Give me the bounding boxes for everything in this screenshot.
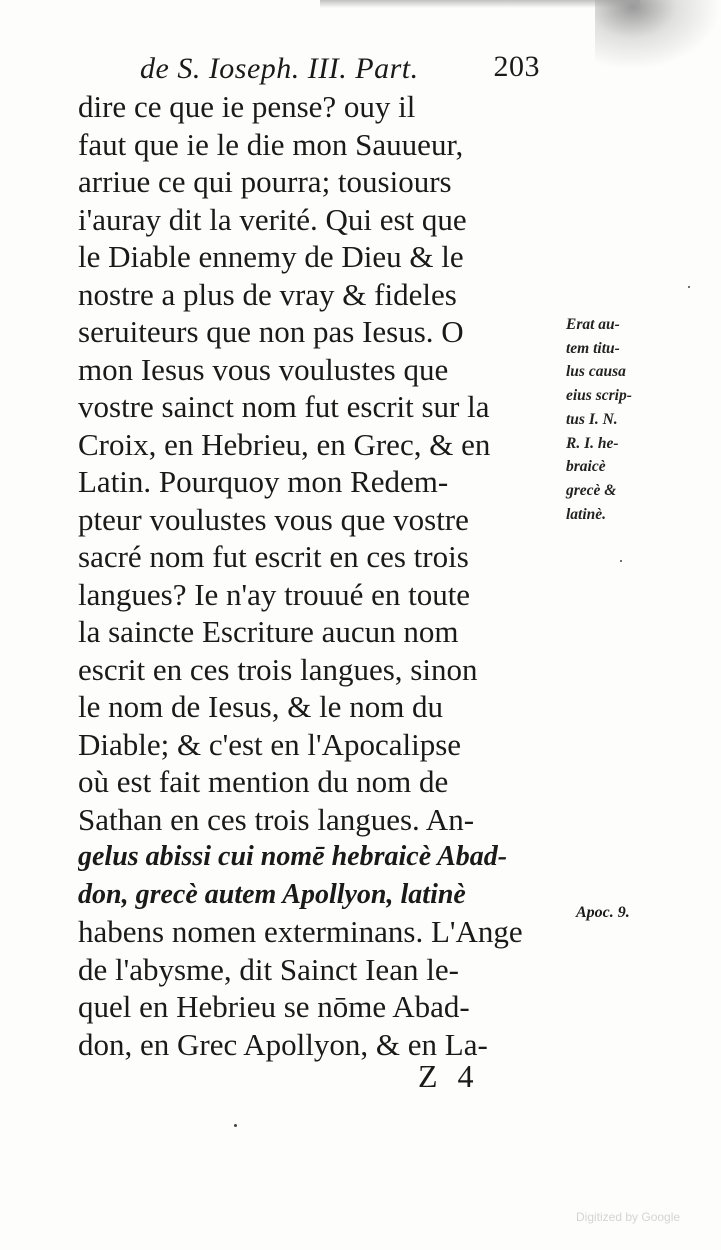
margin-note-line: R. I. he-	[566, 434, 619, 452]
page-top-shadow	[320, 0, 640, 8]
text-line: le Diable ennemy de Dieu & le	[78, 239, 464, 274]
text-line: habens nomen exterminans. L'Ange	[78, 914, 523, 949]
text-line: vostre sainct nom fut escrit sur la	[78, 389, 490, 424]
running-header	[140, 52, 540, 92]
text-line: langues? Ie n'ay trouué en toute	[78, 576, 471, 612]
text-line: de l'abysme, dit Sainct Iean le-	[78, 951, 459, 987]
text-line: Sathan en ces trois langues. An-	[78, 801, 475, 837]
text-line: dire ce que ie pense? ouy il	[78, 89, 416, 124]
text-line: sacré nom fut escrit en ces trois	[78, 539, 469, 574]
text-line: arriue ce qui pourra; tousiours	[78, 164, 452, 199]
text-line: seruiteurs que non pas Iesus. O	[78, 314, 464, 349]
text-line: la saincte Escriture aucun nom	[78, 614, 459, 649]
text-line: faut que ie le die mon Sauueur,	[78, 126, 464, 162]
text-line: Croix, en Hebrieu, en Grec, & en	[78, 426, 491, 462]
running-title: de S. Ioseph. III. Part.	[140, 52, 419, 85]
text-line: Diable; & c'est en l'Apocalipse	[78, 726, 462, 762]
watermark: Digitized by Google	[576, 1210, 681, 1224]
margin-note-line: braicè	[566, 458, 606, 476]
ink-speck	[620, 560, 622, 562]
page-number: 203	[493, 50, 540, 83]
text-line: escrit en ces trois langues, sinon	[78, 651, 478, 687]
margin-note-latin	[566, 313, 676, 526]
margin-note-line: latinè.	[566, 505, 607, 523]
body-text	[78, 88, 566, 1063]
text-line: gelus abissi cui nomē hebraicè Abad-	[78, 841, 508, 872]
text-line: i'auray dit la verité. Qui est que	[78, 201, 467, 237]
text-line: où est fait mention du nom de	[78, 764, 449, 799]
text-line: pteur voulustes vous que vostre	[78, 501, 469, 537]
margin-note-line: lus causa	[566, 363, 626, 381]
ink-speck	[688, 286, 690, 288]
margin-note-line: eius scrip-	[566, 387, 632, 405]
text-line: Latin. Pourquoy mon Redem-	[78, 464, 449, 499]
text-line: quel en Hebrieu se nōme Abad-	[78, 989, 470, 1024]
margin-note-line: tem titu-	[566, 339, 620, 357]
margin-note-line: Erat au-	[566, 316, 620, 333]
ink-speck	[234, 1124, 237, 1127]
text-line: mon Iesus vous voulustes que	[78, 351, 449, 387]
corner-smudge	[595, 0, 721, 70]
margin-note-line: grecè &	[566, 481, 617, 499]
text-line: don, en Grec Apollyon, & en La-	[78, 1026, 488, 1062]
signature-mark: Z 4	[418, 1058, 480, 1094]
text-line: nostre a plus de vray & fideles	[78, 276, 457, 312]
margin-reference: Apoc. 9.	[576, 904, 630, 921]
text-line: don, grecè autem Apollyon, latinè	[78, 878, 466, 910]
margin-note-line: tus I. N.	[566, 410, 618, 428]
text-line: le nom de Iesus, & le nom du	[78, 689, 444, 724]
